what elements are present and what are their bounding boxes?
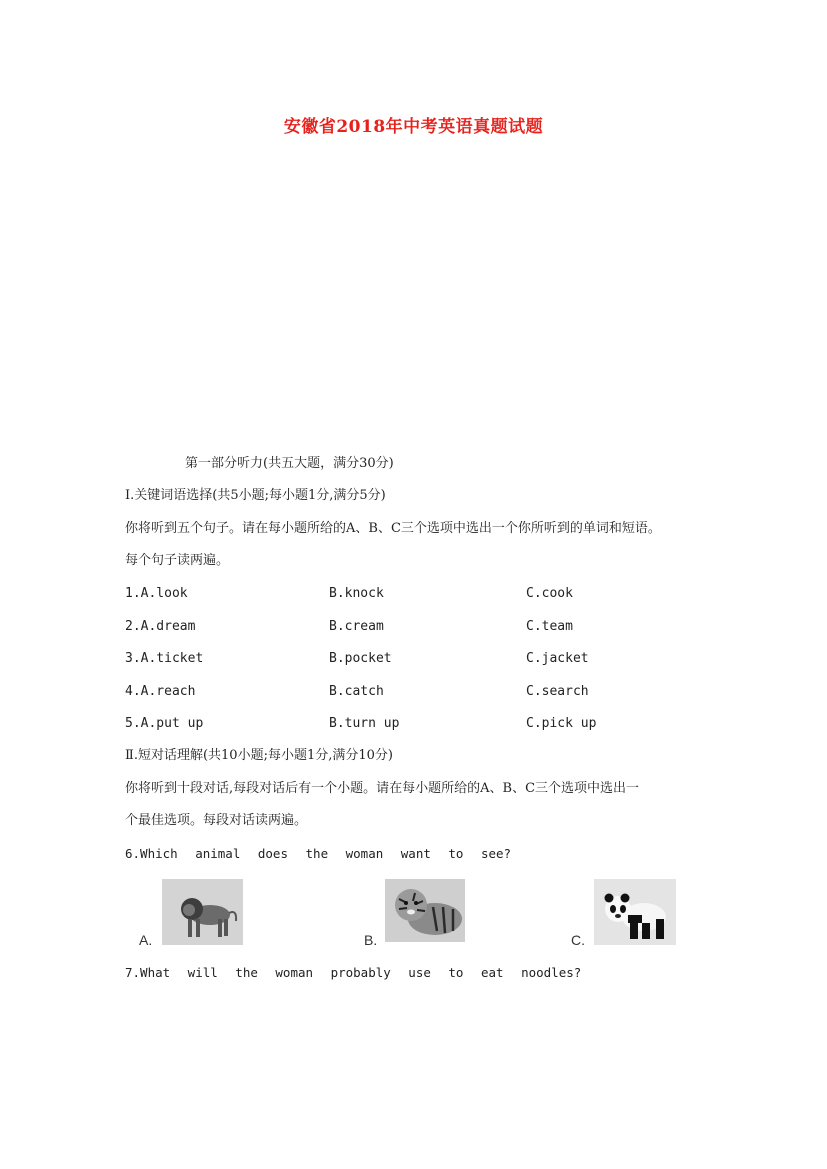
part-heading: 第一部分听力(共五大题，满分30分) <box>185 456 394 471</box>
section2-instruction-1: 你将听到十段对话,每段对话后有一个小题。请在每小题所给的A、B、C三个选项中选出一 <box>125 781 640 796</box>
q1-option-c: C.cook <box>526 586 573 601</box>
q3-option-a: 3.A.ticket <box>125 651 204 666</box>
q6-option-c-label: C. <box>571 932 585 948</box>
section1-instruction-1: 你将听到五个句子。请在每小题所给的A、B、C三个选项中选出一个你所听到的单词和短语。 <box>125 521 661 536</box>
q5-option-a: 5.A.put up <box>125 716 204 731</box>
question-7: 7.What will the woman probably use to eat noodles? <box>125 965 582 980</box>
section2-heading: Ⅱ.短对话理解(共10小题;每小题1分,满分10分) <box>125 748 393 763</box>
q2-option-c: C.team <box>526 619 573 634</box>
section1-heading: I.关键词语选择(共5小题;每小题1分,满分5分) <box>125 488 386 503</box>
section1-instruction-2: 每个句子读两遍。 <box>125 553 230 568</box>
q3-option-c: C.jacket <box>526 651 589 666</box>
q4-option-a: 4.A.reach <box>125 684 196 699</box>
q1-option-a: 1.A.look <box>125 586 188 601</box>
page-title: 安徽省2018年中考英语真题试题 <box>283 117 544 137</box>
panda-image <box>594 879 676 945</box>
q5-option-c: C.pick up <box>526 716 597 731</box>
q6-option-b-label: B. <box>364 932 378 948</box>
q6-option-a-label: A. <box>139 932 153 948</box>
tiger-image <box>385 879 465 942</box>
q2-option-b: B.cream <box>329 619 384 634</box>
q2-option-a: 2.A.dream <box>125 619 196 634</box>
lion-image <box>162 879 243 945</box>
section2-instruction-2: 个最佳选项。每段对话读两遍。 <box>125 813 308 828</box>
q4-option-b: B.catch <box>329 684 384 699</box>
q1-option-b: B.knock <box>329 586 384 601</box>
q4-option-c: C.search <box>526 684 589 699</box>
q3-option-b: B.pocket <box>329 651 392 666</box>
q5-option-b: B.turn up <box>329 716 400 731</box>
question-6: 6.Which animal does the woman want to see? <box>125 846 512 861</box>
